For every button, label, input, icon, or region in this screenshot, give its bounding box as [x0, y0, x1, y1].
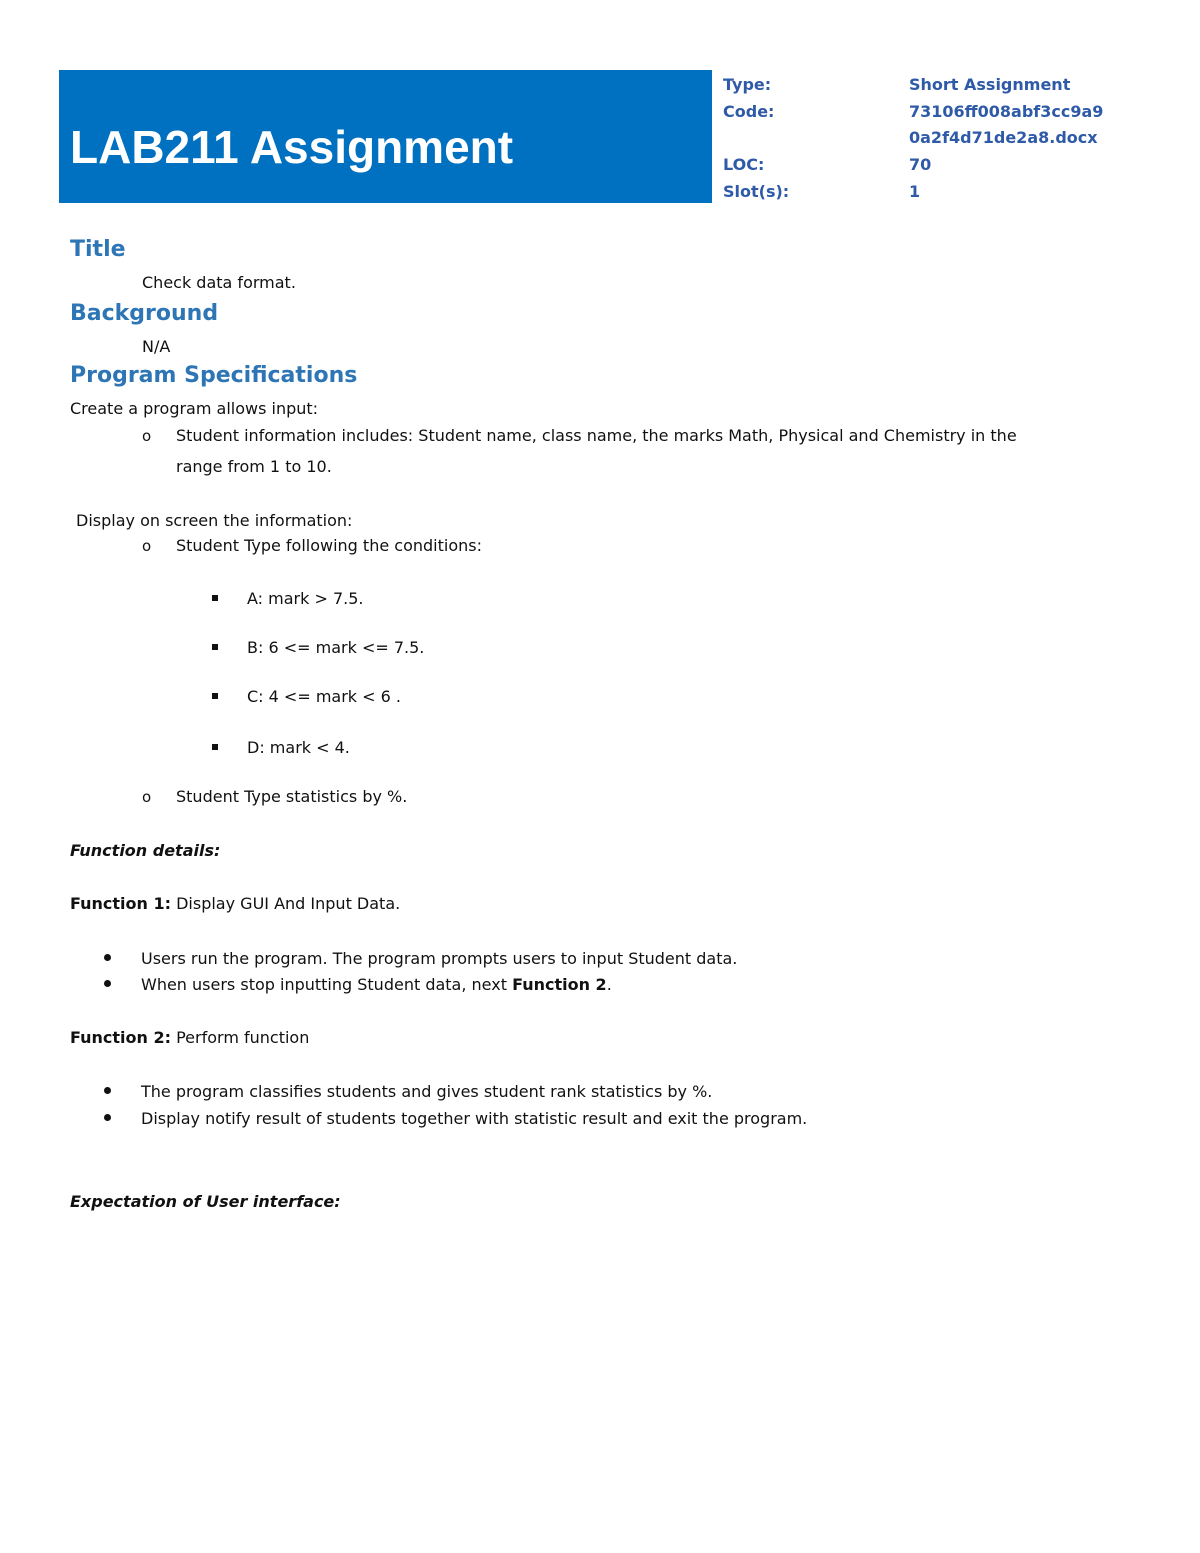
function-2-item-2: Display notify result of students together with statistic result and exit the program.: [141, 1109, 808, 1128]
meta-loc-label: LOC:: [723, 155, 765, 174]
circle-bullet-icon: o: [142, 537, 152, 555]
display-intro: Display on screen the information:: [76, 511, 353, 530]
square-bullet-icon: [212, 693, 218, 699]
circle-bullet-icon: o: [142, 427, 152, 445]
stats-item: Student Type statistics by %.: [176, 787, 408, 806]
square-bullet-icon: [212, 644, 218, 650]
meta-type-value: Short Assignment: [909, 75, 1071, 94]
dot-bullet-icon: [104, 954, 111, 961]
meta-loc-value: 70: [909, 155, 932, 174]
background-heading: Background: [70, 301, 219, 326]
background-text: N/A: [142, 337, 171, 356]
function-2-text: Perform function: [171, 1028, 310, 1047]
dot-bullet-icon: [104, 980, 111, 987]
condition-a: A: mark > 7.5.: [247, 589, 364, 608]
spec-intro: Create a program allows input:: [70, 399, 319, 418]
circle-bullet-icon: o: [142, 788, 152, 806]
meta-slots-label: Slot(s):: [723, 182, 790, 201]
dot-bullet-icon: [104, 1087, 111, 1094]
spec-heading: Program Specifications: [70, 363, 358, 388]
document-title: LAB211 Assignment: [70, 121, 514, 173]
title-heading: Title: [70, 237, 126, 262]
meta-code-value: 73106ff008abf3cc9a9: [909, 102, 1104, 121]
header-banner: [59, 70, 712, 203]
dot-bullet-icon: [104, 1114, 111, 1121]
square-bullet-icon: [212, 744, 218, 750]
condition-b: B: 6 <= mark <= 7.5.: [247, 638, 425, 657]
meta-code-value-cont: 0a2f4d71de2a8.docx: [909, 128, 1098, 147]
meta-type-label: Type:: [723, 75, 772, 94]
function-2-label: Function 2:: [70, 1028, 172, 1047]
function-1-line: [70, 896, 400, 912]
function-2-item-1: The program classifies students and gives student rank statistics by %.: [141, 1082, 713, 1101]
ui-expectation-heading: Expectation of User interface:: [70, 1192, 341, 1211]
square-bullet-icon: [212, 595, 218, 601]
function-1-item-2: [141, 977, 612, 993]
function-1-label: Function 1:: [70, 894, 172, 913]
function-1-item-2-end: .: [606, 975, 612, 994]
meta-code-label: Code:: [723, 102, 775, 121]
function-2-line: [70, 1030, 309, 1046]
type-item: Student Type following the conditions:: [176, 536, 482, 555]
function-1-item-2-bold: Function 2: [512, 975, 607, 994]
input-item-line-1: Student information includes: Student name, class name, the marks Math, Physical and Chemistry in the: [176, 426, 1017, 445]
function-details-heading: Function details:: [70, 841, 221, 860]
meta-slots-value: 1: [909, 182, 921, 201]
title-text: Check data format.: [142, 273, 296, 292]
function-1-text: Display GUI And Input Data.: [171, 894, 401, 913]
condition-c: C: 4 <= mark < 6 .: [247, 687, 401, 706]
condition-d: D: mark < 4.: [247, 738, 350, 757]
function-1-item-2-text: When users stop inputting Student data, next: [141, 975, 513, 994]
function-1-item-1: Users run the program. The program prompts users to input Student data.: [141, 949, 738, 968]
input-item-line-2: range from 1 to 10.: [176, 457, 332, 476]
